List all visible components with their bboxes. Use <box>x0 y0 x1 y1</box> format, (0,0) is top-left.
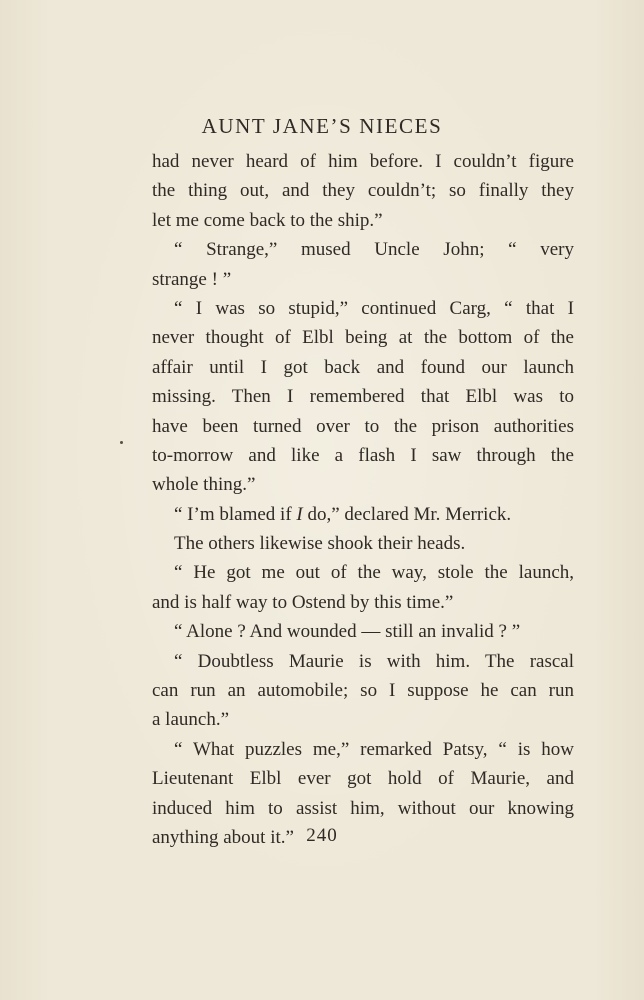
text-line: “ Alone ? And wounded — still an invalid ? ” <box>174 621 521 643</box>
text-line: induced him to assist him, without our knowing <box>152 797 574 819</box>
text-line: and is half way to Ostend by this time.” <box>152 591 454 613</box>
running-head: AUNT JANE’S NIECES <box>201 114 443 138</box>
text-line: “ What puzzles me,” remarked Patsy, “ is how <box>174 738 574 760</box>
text-line: “ I was so stupid,” continued Carg, “ that I <box>174 297 574 319</box>
text-line: “ Doubtless Maurie is with him. The rascal <box>174 650 574 672</box>
text-line: anything about it.” <box>152 826 294 848</box>
text-line: had never heard of him before. I couldn’t figure <box>152 151 574 172</box>
emphasized-word: I <box>296 503 303 525</box>
text-line: The others likewise shook their heads. <box>174 533 466 555</box>
text-line: to-morrow and like a flash I saw through the <box>152 444 574 466</box>
text-line: Lieutenant Elbl ever got hold of Maurie, and <box>152 768 574 790</box>
text-line: “ I’m blamed if I do,” declared Mr. Merrick. <box>174 503 512 525</box>
text-line: affair until I got back and found our launch <box>152 356 574 378</box>
page-number: 240 <box>306 825 338 846</box>
body-text <box>152 147 574 852</box>
text-line: “ Strange,” mused Uncle John; “ very <box>174 239 574 261</box>
text-line: missing. Then I remembered that Elbl was to <box>152 386 574 408</box>
text-line: let me come back to the ship.” <box>152 209 383 231</box>
text-line: have been turned over to the prison authorities <box>152 415 574 437</box>
text-line: strange ! ” <box>152 268 232 290</box>
text-line: never thought of Elbl being at the bottom of the <box>152 327 574 349</box>
paper-speck <box>120 441 123 444</box>
text-line: the thing out, and they couldn’t; so finally they <box>152 180 574 202</box>
text-line: can run an automobile; so I suppose he can run <box>152 680 574 702</box>
text-line: “ He got me out of the way, stole the launch, <box>174 562 574 584</box>
text-line: whole thing.” <box>152 474 256 496</box>
text-line: a launch.” <box>152 709 230 731</box>
